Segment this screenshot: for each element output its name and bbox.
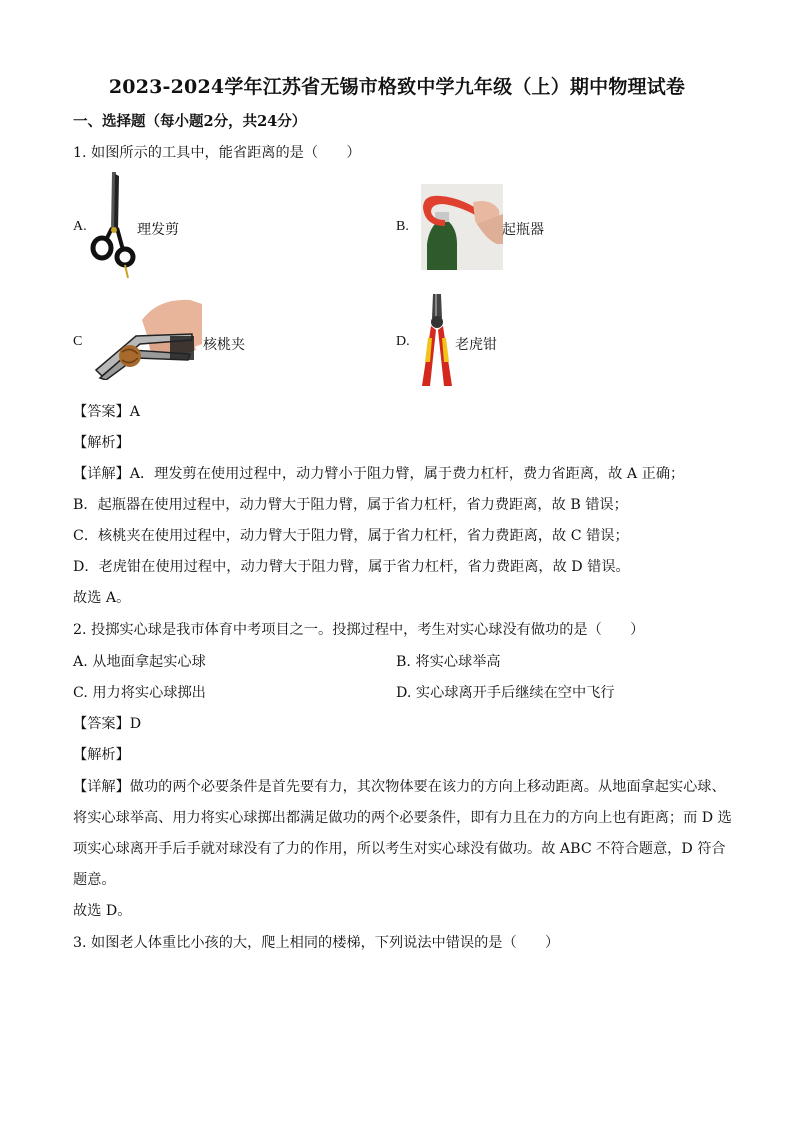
q2-option-a: A. 从地面拿起实心球 <box>73 654 206 670</box>
q1-detail-line: 【详解】A．理发剪在使用过程中，动力臂小于阻力臂，属于费力杠杆，费力省距离，故 A 正确； <box>73 466 685 482</box>
question-1-stem: 1. 如图所示的工具中，能省距离的是（ ） <box>73 145 361 161</box>
q1-answer: 【答案】A <box>73 404 140 420</box>
q2-detail-line: 将实心球举高、用力将实心球掷出都满足做功的两个必要条件，即有力且在力的方向上也有距离；而 D 选 <box>73 810 732 826</box>
q1-detail-line: D．老虎钳在使用过程中，动力臂大于阻力臂，属于省力杠杆，省力费距离，故 D 错误。 <box>73 559 630 575</box>
q1-option-d-caption: 老虎钳 <box>455 337 497 353</box>
nutcracker-icon <box>92 298 204 380</box>
question-3-stem: 3. 如图老人体重比小孩的大，爬上相同的楼梯，下列说法中错误的是（ ） <box>73 935 560 951</box>
q2-option-b: B. 将实心球举高 <box>396 654 501 670</box>
q2-detail-line: 题意。 <box>73 872 116 888</box>
page-title: 2023-2024学年江苏省无锡市格致中学九年级（上）期中物理试卷 <box>108 76 686 98</box>
q1-option-c-letter: C <box>73 334 83 349</box>
q1-detail-line: B．起瓶器在使用过程中，动力臂大于阻力臂，属于省力杠杆，省力费距离，故 B 错误； <box>73 497 628 513</box>
q1-conclusion: 故选 A。 <box>73 590 131 606</box>
q1-option-c-caption: 核桃夹 <box>203 337 245 353</box>
q1-option-d-letter: D. <box>396 334 410 349</box>
bottle-opener-icon <box>421 184 503 270</box>
scissors-icon <box>88 170 138 282</box>
q2-detail-line: 项实心球离开手后手就对球没有了力的作用，所以考生对实心球没有做功。故 ABC 不符合题意，D 符合 <box>73 841 726 857</box>
q2-option-d: D. 实心球离开手后继续在空中飞行 <box>396 685 615 701</box>
q1-option-a-caption: 理发剪 <box>137 222 179 238</box>
q2-answer: 【答案】D <box>73 716 142 732</box>
q2-analysis-label: 【解析】 <box>73 747 130 763</box>
q1-detail-line: C．核桃夹在使用过程中，动力臂大于阻力臂，属于省力杠杆，省力费距离，故 C 错误； <box>73 528 629 544</box>
q2-conclusion: 故选 D。 <box>73 903 132 919</box>
q1-option-a-letter: A. <box>73 219 87 234</box>
pliers-icon <box>418 292 456 388</box>
section-heading: 一、选择题（每小题2分，共24分） <box>73 113 307 130</box>
question-2-stem: 2. 投掷实心球是我市体育中考项目之一。投掷过程中，考生对实心球没有做功的是（ ） <box>73 622 645 638</box>
q1-option-b-caption: 起瓶器 <box>502 222 544 238</box>
q2-detail-line: 【详解】做功的两个必要条件是首先要有力，其次物体要在该力的方向上移动距离。从地面拿起实心球、 <box>73 779 726 795</box>
q2-option-c: C. 用力将实心球掷出 <box>73 685 206 701</box>
q1-analysis-label: 【解析】 <box>73 435 130 451</box>
q1-option-b-letter: B. <box>396 219 409 234</box>
